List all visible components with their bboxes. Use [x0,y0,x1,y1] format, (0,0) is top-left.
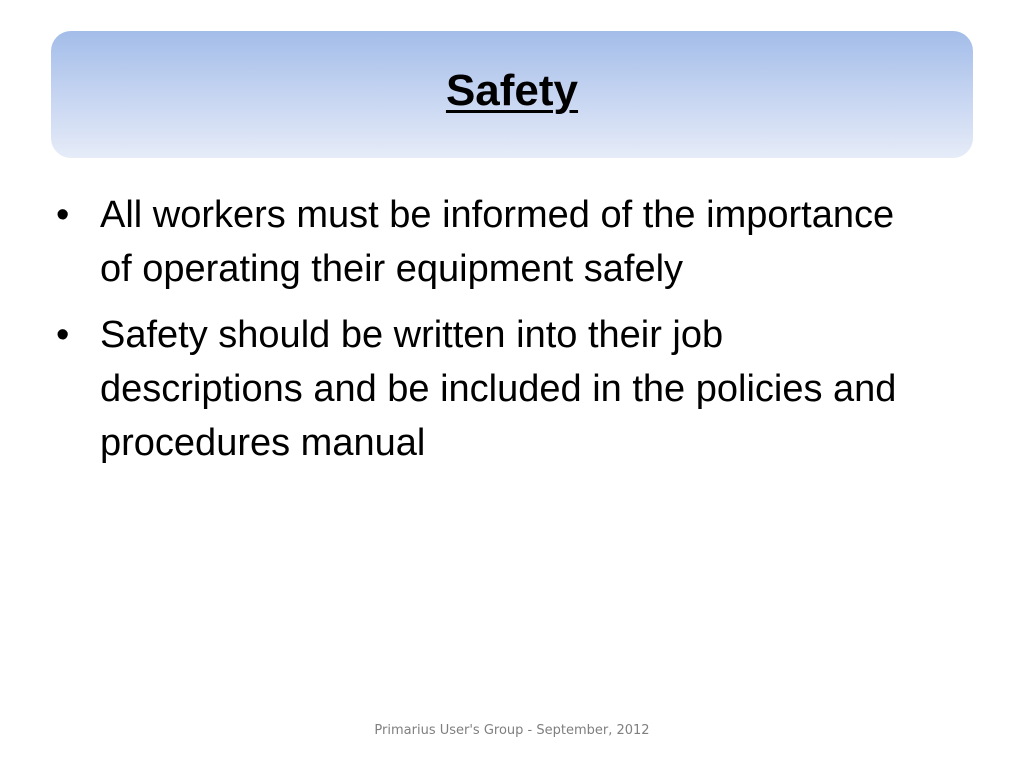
bullet-item [56,188,936,296]
bullet-marker: • [56,194,70,236]
bullet-marker: • [56,314,70,356]
title-banner [51,31,973,158]
bullet-item [56,308,936,470]
bullet-text: Safety should be written into their job descriptions and be included in the policies and procedures manual [100,314,897,464]
slide-title: Safety [445,65,579,115]
bullet-list [56,188,936,482]
slide-footer: Primarius User's Group - September, 2012 [374,723,650,738]
bullet-text: All workers must be informed of the importance of operating their equipment safely [100,194,895,290]
